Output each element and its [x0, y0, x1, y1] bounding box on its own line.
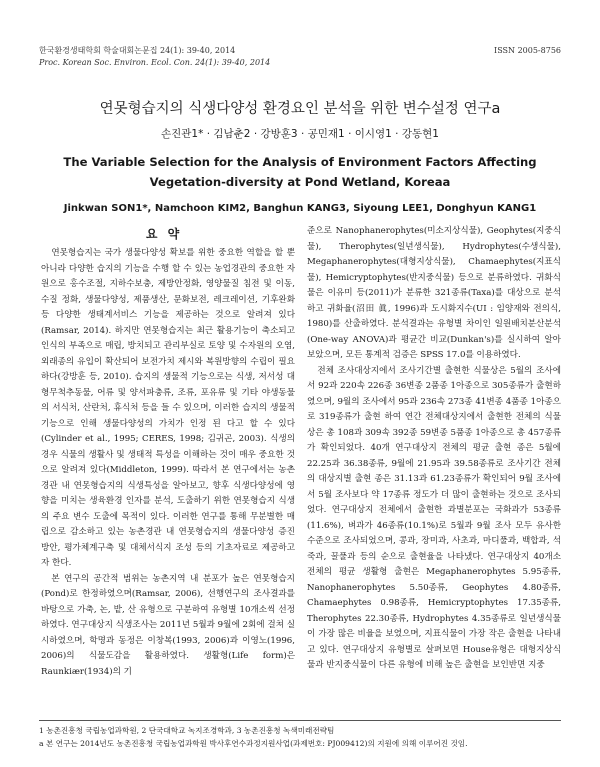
- left-column: [41, 246, 295, 680]
- journal-title-ko: 한국환경생태학회 학술대회논문집 24(1): 39-40, 2014: [39, 46, 236, 55]
- authors-en: Jinkwan SON1*, Namchoon KIM2, Banghun KANG3, Siyoung LEE1, Donghyun KANG1: [63, 203, 537, 214]
- abstract-heading: 요 약: [145, 227, 183, 241]
- running-header: [39, 45, 561, 69]
- body-paragraph: 전체 조사대상지에서 조사기간별 출현한 식물상은 5월의 조사에서 92과 220속 226종 36변종 2품종 1아종으로 305종류가 출현하였으며, 9월의 조사에서 95과 236속 273종 41변종 4품종 1아종으로 319종류가 출현 하여 연간 전체대상지에서 출현한 전체의 식물상은 총 108과 309속 392종 59변종 5품종 1아종으로 총 457종류가 확인되었다. 40개 연구대상지 전체의 평균 출현 종은 5월에 22.25과 36.38종류, 9월에 21.95과 39.58종류로 조사기간 전체의 대상지별 출현 종은 31.13과 61.23종류가 확인되어 9월 조사에서 5월 조사보다 약 17종류 정도가 더 많이 출현하는 것으로 조사되었다. 연구대상지 전체에서 출현한 과별분포는 국화과가 53종류(11.6%), 벼과가 46종류(10.1%)로 5월과 9월 조사 모두 유사한 수준으로 조사되었으며, 콩과, 장미과, 사초과, 마디풀과, 백합과, 석죽과, 꿀풀과 등의 순으로 출현율을 나타냈다. 연구대상지 40개소 전체의 평균 생활형 출현은 Megaphanerophytes 5.95종류, Nanophanerophytes 5.50종류, Geophytes 4.80종류, Chamaephytes 0.98종류, Hemicryptophytes 17.35종류, Therophytes 22.30종류, Hydrophytes 4.35종류로 일년생식물이 가장 많은 비율을 보였으며, 지표식물이 가장 작은 출현을 나타내고 있다. 연구대상지 유형별로 살펴보면 House유형은 대형지상식물과 반지중식물이 다른 유형에 비해 높은 출현을 보인반면 지중: [307, 365, 561, 670]
- affiliation-footnote: 1 농촌진흥청 국립농업과학원, 2 단국대학교 녹지조경학과, 3 농촌진흥청 녹색미래전략팀: [39, 726, 335, 735]
- body-paragraph: 연못형습지는 국가 생물다양성 확보를 위한 중요한 역할을 할 뿐 아니라 다양한 습지의 기능을 수행 할 수 있는 농업경관의 중요한 자원으로 홍수조절, 지하수보충, 제방안정화, 영양물질 침전 및 이동, 수질 정화, 생물다양성, 제품생산, 문화보전, 레크레이션, 기후완화 등 다양한 생태계서비스 기능을 제공하는 것으로 알려져 있다(Ramsar, 2014). 하지만 연못형습지는 최근 활용기능이 축소되고 인식의 부족으로 매립, 방치되고 관리부실로 토양 및 수자원의 오염, 외래종의 유입이 확산되어 보전가치 제시와 복원방향의 수립이 필요하다(강방훈 등, 2010). 습지의 생물적 기능으로는 식생, 저서성 대형무척추동물, 어류 및 양서파충류, 조류, 포유류 및 기타 야생동물의 서식처, 산란처, 휴식처 등을 들 수 있으며, 이러한 습지의 생물적 기능으로 인해 생물다양성의 가치가 인정 된 다고 할 수 있다(Cylinder et al., 1995; CERES, 1998; 김귀곤, 2003). 식생의 경우 식물의 생활사 및 생태적 특성을 이해하는 것이 매우 중요한 것으로 알려져 있다(Middleton, 1999). 따라서 본 연구에서는 농촌경관 내 연못형습지의 식생특성을 알아보고, 향후 식생다양성에 영향을 미치는 생육환경 인자를 분석, 도출하기 위한 연못형습지 식생의 주요 변수 도출에 목적이 있다. 이러한 연구를 통해 무분별한 매립으로 감소하고 있는 농촌경관 내 연못형습지의 생물다양성 증진 방안, 평가체계구축 및 대체서식지 조성 등의 기초자료로 제공하고자 한다.: [41, 248, 295, 568]
- funding-footnote: a 본 연구는 2014년도 농촌진흥청 국립농업과학원 박사후연수과정지원사업(과제번호: PJ009412)의 지원에 의해 이루어진 것임.: [39, 739, 468, 748]
- journal-title-en: Proc. Korean Soc. Environ. Ecol. Con. 24(1): 39-40, 2014: [39, 58, 271, 67]
- body-paragraph: 본 연구의 공간적 범위는 농촌지역 내 분포가 높은 연못형습지(Pond)로 한정하였으며(Ramsar, 2006), 선행연구의 조사결과를 바탕으로 가축, 논, 밭, 산 유형으로 구분하여 유형별 10개소씩 선정하였다. 연구대상지 식생조사는 2011년 5월과 9월에 2회에 걸쳐 실시하였으며, 학명과 동정은 이창복(1993, 2006)과 이영노(1996, 2006)의 식물도감을 활용하였다. 생활형(Life form)은 Raunkiær(1934)의 기: [41, 573, 295, 677]
- right-column: [307, 224, 561, 674]
- footnote-rule: [39, 720, 561, 721]
- body-paragraph: 준으로 Nanophanerophytes(미소지상식물), Geophytes(지중식물), Therophytes(일년생식물), Hydrophytes(수생식물), Megaphanerophytes(대형지상식물), Chamaephytes(지표식물), Hemicryptophytes(반지중식물) 등으로 분류하였다. 귀화식물은 이유미 등(2011)가 분류한 321종류(Taxa)를 대상으로 분석하고 귀화율(沼田 眞, 1996)과 도시화지수(UI : 임양재와 전의식, 1980)를 산출하였다. 분석결과는 유형별 차이인 일원배치분산분석(One-way ANOVA)과 평균간 비교(Dunkan's)를 실시하여 알아보았으며, 모든 통계적 검증은 SPSS 17.0를 이용하였다.: [307, 226, 561, 360]
- paper-title-en: The Variable Selection for the Analysis of Environment Factors Affecting Vegetation-diversity at Pond Wetland, Koreaa: [63, 155, 537, 189]
- authors-ko: 손진관1* · 김남춘2 · 강방훈3 · 공민재1 · 이시영1 · 강동현1: [161, 128, 439, 140]
- issn: ISSN 2005-8756: [494, 46, 561, 55]
- paper-title-ko: 연못형습지의 식생다양성 환경요인 분석을 위한 변수설정 연구a: [99, 101, 501, 117]
